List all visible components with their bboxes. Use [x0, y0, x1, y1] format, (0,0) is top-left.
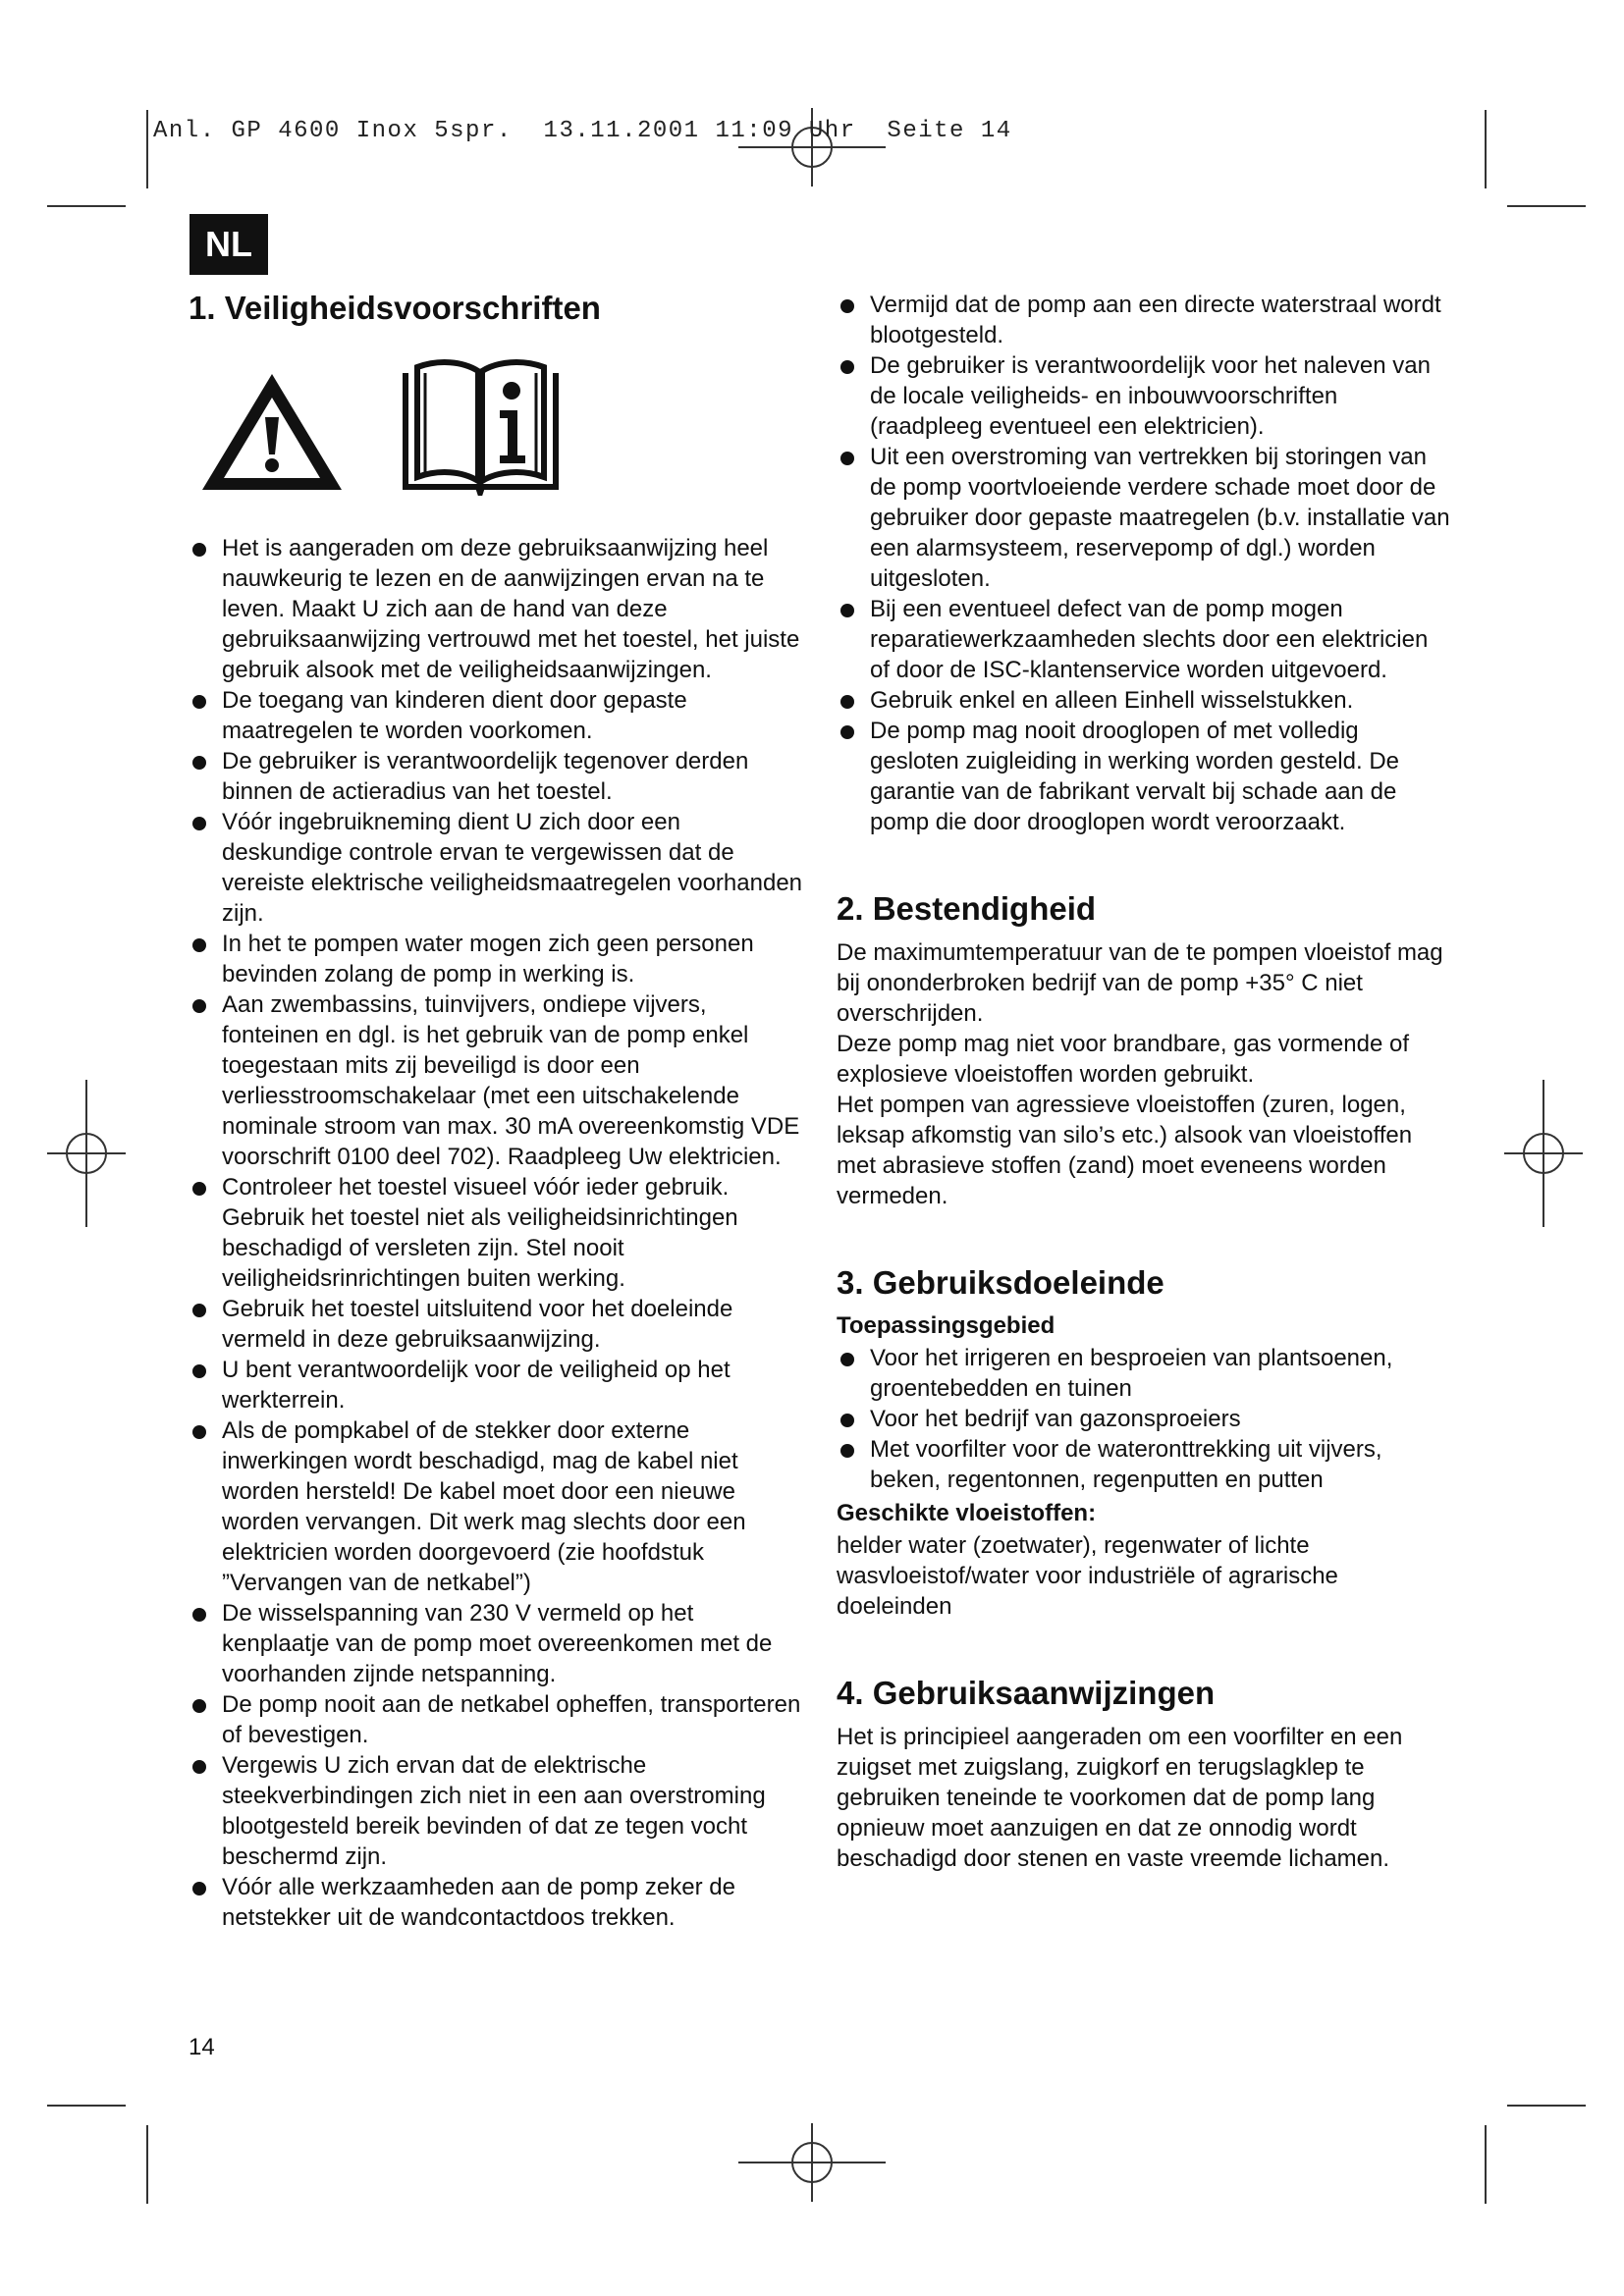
list-item: Uit een overstroming van vertrekken bij storingen van de pomp voortvloeiende verdere schade moet door de gebruiker door gepaste maatregelen (b.v. installatie van een alarmsysteem, reservepomp of dgl.) worden uitgesloten.	[837, 442, 1450, 594]
section-1-title: 1. Veiligheidsvoorschriften	[189, 290, 601, 326]
section-3	[837, 1264, 1450, 1622]
list-item: Gebruik enkel en alleen Einhell wisselstukken.	[837, 685, 1450, 716]
instructions-text: Het is principieel aangeraden om een voorfilter en een zuigset met zuigslang, zuigkorf en terugslagklep te gebruiken teneinde te voorkomen dat de pomp lang opnieuw moet aanzuigen en dat ze onnodig wordt beschadigd door stenen en vaste vreemde lichamen.	[837, 1723, 1403, 1872]
paragraph: Het pompen van agressieve vloeistoffen (zuren, logen, leksap afkomstig van silo’s etc.) alsook van vloeistoffen met abrasieve stoffen (zand) moet eveneens worden vermeden.	[837, 1091, 1413, 1209]
list-item: In het te pompen water mogen zich geen personen bevinden zolang de pomp in werking is.	[189, 929, 807, 989]
list-item: Voor het bedrijf van gazonsproeiers	[837, 1404, 1450, 1434]
list-item: U bent verantwoordelijk voor de veiligheid op het werkterrein.	[189, 1355, 807, 1415]
section-2-title: 2. Bestendigheid	[837, 890, 1097, 927]
language-badge: NL	[189, 214, 268, 275]
registration-mark-bottom	[738, 2123, 886, 2202]
list-item: Met voorfilter voor de wateronttrekking uit vijvers, beken, regentonnen, regenputten en putten	[837, 1434, 1450, 1495]
section-4	[837, 1675, 1450, 1874]
list-item: Bij een eventueel defect van de pomp mogen reparatiewerkzaamheden slechts door een elektricien of door de ISC-klantenservice worden uitgevoerd.	[837, 594, 1450, 685]
application-subtitle: Toepassingsgebied	[837, 1311, 1056, 1339]
registration-mark-left	[47, 1080, 126, 1227]
list-item: De toegang van kinderen dient door gepaste maatregelen te worden voorkomen.	[189, 685, 807, 746]
right-column	[837, 290, 1450, 1874]
list-item: Aan zwembassins, tuinvijvers, ondiepe vijvers, fonteinen en dgl. is het gebruik van de pomp enkel toegestaan mits zij beveiligd is door een verliesstroomschakelaar (met een uitschakelende nominale stroom van max. 30 mA overeenkomstig VDE voorschrift 0100 deel 702). Raadpleeg Uw elektricien.	[189, 989, 807, 1172]
safety-icons	[198, 348, 807, 496]
safety-list-right	[837, 290, 1450, 837]
list-item: Vóór alle werkzaamheden aan de pomp zeker de netstekker uit de wandcontactdoos trekken.	[189, 1872, 807, 1933]
info-manual-icon	[400, 353, 562, 496]
list-item: De pomp nooit aan de netkabel opheffen, transporteren of bevestigen.	[189, 1689, 807, 1750]
list-item: De gebruiker is verantwoordelijk tegenover derden binnen de actieradius van het toestel.	[189, 746, 807, 807]
liquids-text: helder water (zoetwater), regenwater of lichte wasvloeistof/water voor industriële of agrarische doeleinden	[837, 1531, 1338, 1620]
left-column	[189, 290, 807, 1933]
list-item: Het is aangeraden om deze gebruiksaanwijzing heel nauwkeurig te lezen en de aanwijzingen ervan na te leven. Maakt U zich aan de hand van deze gebruiksaanwijzing vertrouwd met het toestel, het juiste gebruik alsook met de veiligheidsaanwijzingen.	[189, 533, 807, 685]
paragraph: Deze pomp mag niet voor brandbare, gas vormende of explosieve vloeistoffen worden gebruikt.	[837, 1030, 1409, 1088]
list-item: Als de pompkabel of de stekker door externe inwerkingen wordt beschadigd, mag de kabel niet worden hersteld! De kabel moet door een nieuwe worden vervangen. Dit werk mag slechts door een elektricien worden doorgevoerd (zie hoofdstuk ”Vervangen van de netkabel”)	[189, 1415, 807, 1598]
page-number: 14	[189, 2034, 215, 2060]
registration-mark-right	[1504, 1080, 1583, 1227]
list-item: Vóór ingebruikneming dient U zich door een deskundige controle ervan te vergewissen dat de vereiste elektrische veiligheidsmaatregelen voorhanden zijn.	[189, 807, 807, 929]
print-header: Anl. GP 4600 Inox 5spr. 13.11.2001 11:09 Uhr Seite 14	[153, 118, 1012, 144]
list-item: De pomp mag nooit drooglopen of met volledig gesloten zuigleiding in werking worden gesteld. De garantie van de fabrikant vervalt bij schade aan de pomp die door drooglopen wordt veroorzaakt.	[837, 716, 1450, 837]
safety-list-left	[189, 533, 807, 1933]
section-2	[837, 890, 1450, 1211]
list-item: De wisselspanning van 230 V vermeld op het kenplaatje van de pomp moet overeenkomen met de voorhanden zijnde netspanning.	[189, 1598, 807, 1689]
list-item: Controleer het toestel visueel vóór ieder gebruik. Gebruik het toestel niet als veiligheidsinrichtingen beschadigd of versleten zijn. Stel nooit veiligheidsrinrichtingen buiten werking.	[189, 1172, 807, 1294]
list-item: Voor het irrigeren en besproeien van plantsoenen, groentebedden en tuinen	[837, 1343, 1450, 1404]
warning-triangle-icon	[198, 368, 346, 496]
application-list	[837, 1343, 1450, 1495]
list-item: Gebruik het toestel uitsluitend voor het doeleinde vermeld in deze gebruiksaanwijzing.	[189, 1294, 807, 1355]
list-item: Vermijd dat de pomp aan een directe waterstraal wordt blootgesteld.	[837, 290, 1450, 350]
list-item: Vergewis U zich ervan dat de elektrische steekverbindingen zich niet in een aan overstroming blootgesteld bereik bevinden of dat ze tegen vocht beschermd zijn.	[189, 1750, 807, 1872]
liquids-subtitle: Geschikte vloeistoffen:	[837, 1499, 1097, 1526]
paragraph: De maximumtemperatuur van de te pompen vloeistof mag bij ononderbroken bedrijf van de pomp +35° C niet overschrijden.	[837, 938, 1443, 1027]
section-4-title: 4. Gebruiksaanwijzingen	[837, 1674, 1216, 1711]
list-item: De gebruiker is verantwoordelijk voor het naleven van de locale veiligheids- en inbouwvoorschriften (raadpleeg eventueel een elektricien).	[837, 350, 1450, 442]
section-3-title: 3. Gebruiksdoeleinde	[837, 1263, 1164, 1301]
